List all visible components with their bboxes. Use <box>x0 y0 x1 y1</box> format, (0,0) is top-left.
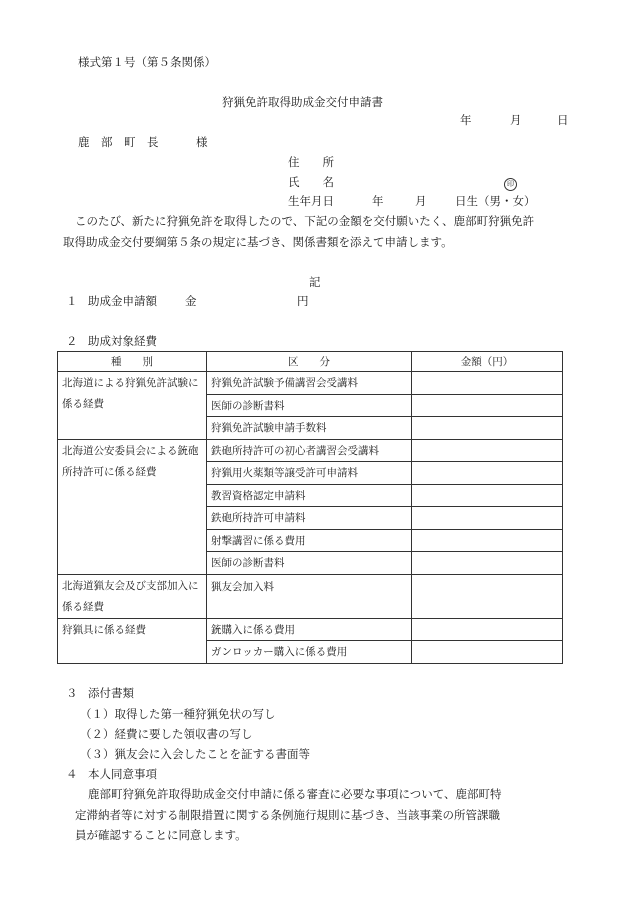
item-cell: 狩猟免許試験予備講習会受講料 <box>207 372 412 395</box>
table-row <box>58 618 563 641</box>
attachment-item-2: （２）経費に要した領収書の写し <box>80 727 253 741</box>
amount-cell[interactable] <box>412 417 563 440</box>
item-cell: 狩猟用火薬類等譲受許可申請料 <box>207 462 412 485</box>
seal-icon: 印 <box>504 178 517 191</box>
section3-number: ３ <box>66 686 78 700</box>
dob-label: 生年月日 <box>288 194 334 208</box>
table-header-row <box>58 352 563 372</box>
section1-number: １ <box>66 294 78 308</box>
category-cell: 北海道猟友会及び支部加入に係る経費 <box>58 574 207 618</box>
attachment-item-1: （１）取得した第一種狩猟免状の写し <box>80 707 276 721</box>
amount-cell[interactable] <box>412 641 563 664</box>
dob-day-sex-label: 日生（男・女） <box>455 194 536 208</box>
table-row <box>58 439 563 462</box>
section1-label: 助成金申請額 <box>88 294 157 308</box>
header-amount: 金額（円） <box>412 352 563 372</box>
amount-cell[interactable] <box>412 372 563 395</box>
addressee-name: 鹿 部 町 長 <box>78 135 159 149</box>
amount-cell[interactable] <box>412 507 563 530</box>
item-cell: 鉄砲所持許可の初心者講習会受講料 <box>207 439 412 462</box>
cost-table <box>57 351 563 664</box>
consent-line-3: 員が確認することに同意します。 <box>75 828 247 842</box>
item-cell: ガンロッカー購入に係る費用 <box>207 641 412 664</box>
attachment-item-3: （３）猟友会に入会したことを証する書面等 <box>80 747 310 761</box>
table-row <box>58 574 563 618</box>
category-cell: 北海道による狩猟免許試験に係る経費 <box>58 372 207 440</box>
intro-line-2: 取得助成金交付要綱第５条の規定に基づき、関係書類を添えて申請します。 <box>63 235 453 249</box>
item-cell: 医師の診断書料 <box>207 394 412 417</box>
date-day-label: 日 <box>557 113 569 127</box>
section3-label: 添付書類 <box>88 686 134 700</box>
amount-cell[interactable] <box>412 439 563 462</box>
amount-cell[interactable] <box>412 484 563 507</box>
section1-amount-prefix: 金 <box>185 294 197 308</box>
item-cell: 鉄砲所持許可申請料 <box>207 507 412 530</box>
addressee-suffix: 様 <box>196 135 208 149</box>
dob-year-label: 年 <box>372 194 384 208</box>
item-cell: 狩猟免許試験申請手数料 <box>207 417 412 440</box>
intro-line-1: このたび、新たに狩猟免許を取得したので、下記の金額を交付願いたく、鹿部町狩猟免許 <box>75 214 535 228</box>
section2-number: ２ <box>66 334 78 348</box>
form-number: 様式第１号（第５条関係） <box>78 55 216 69</box>
ki-heading: 記 <box>309 275 321 289</box>
table-row <box>58 372 563 395</box>
date-year-label: 年 <box>460 113 472 127</box>
consent-line-2: 定滞納者等に対する制限措置に関する条例施行規則に基づき、当該事業の所管課職 <box>75 808 501 822</box>
item-cell: 射撃講習に係る費用 <box>207 529 412 552</box>
consent-line-1: 鹿部町狩猟免許取得助成金交付申請に係る審査に必要な事項について、鹿部町特 <box>88 787 502 801</box>
amount-cell[interactable] <box>412 529 563 552</box>
address-label: 住 所 <box>288 155 334 169</box>
date-month-label: 月 <box>510 113 522 127</box>
item-cell: 医師の診断書料 <box>207 552 412 575</box>
item-cell: 猟友会加入料 <box>207 574 412 618</box>
section1-amount-unit: 円 <box>297 294 309 308</box>
header-category: 種 別 <box>58 352 207 372</box>
amount-cell[interactable] <box>412 574 563 618</box>
header-item: 区 分 <box>207 352 412 372</box>
section4-label: 本人同意事項 <box>88 767 157 781</box>
section2-label: 助成対象経費 <box>88 334 157 348</box>
dob-month-label: 月 <box>415 194 427 208</box>
amount-cell[interactable] <box>412 618 563 641</box>
section4-number: ４ <box>66 767 78 781</box>
item-cell: 教習資格認定申請料 <box>207 484 412 507</box>
category-cell: 狩猟具に係る経費 <box>58 618 207 663</box>
amount-cell[interactable] <box>412 552 563 575</box>
item-cell: 銃購入に係る費用 <box>207 618 412 641</box>
seal-mark <box>504 175 517 191</box>
amount-cell[interactable] <box>412 394 563 417</box>
category-cell: 北海道公安委員会による銃砲所持許可に係る経費 <box>58 439 207 574</box>
document-title: 狩猟免許取得助成金交付申請書 <box>222 95 383 109</box>
amount-cell[interactable] <box>412 462 563 485</box>
name-label: 氏 名 <box>288 175 334 189</box>
